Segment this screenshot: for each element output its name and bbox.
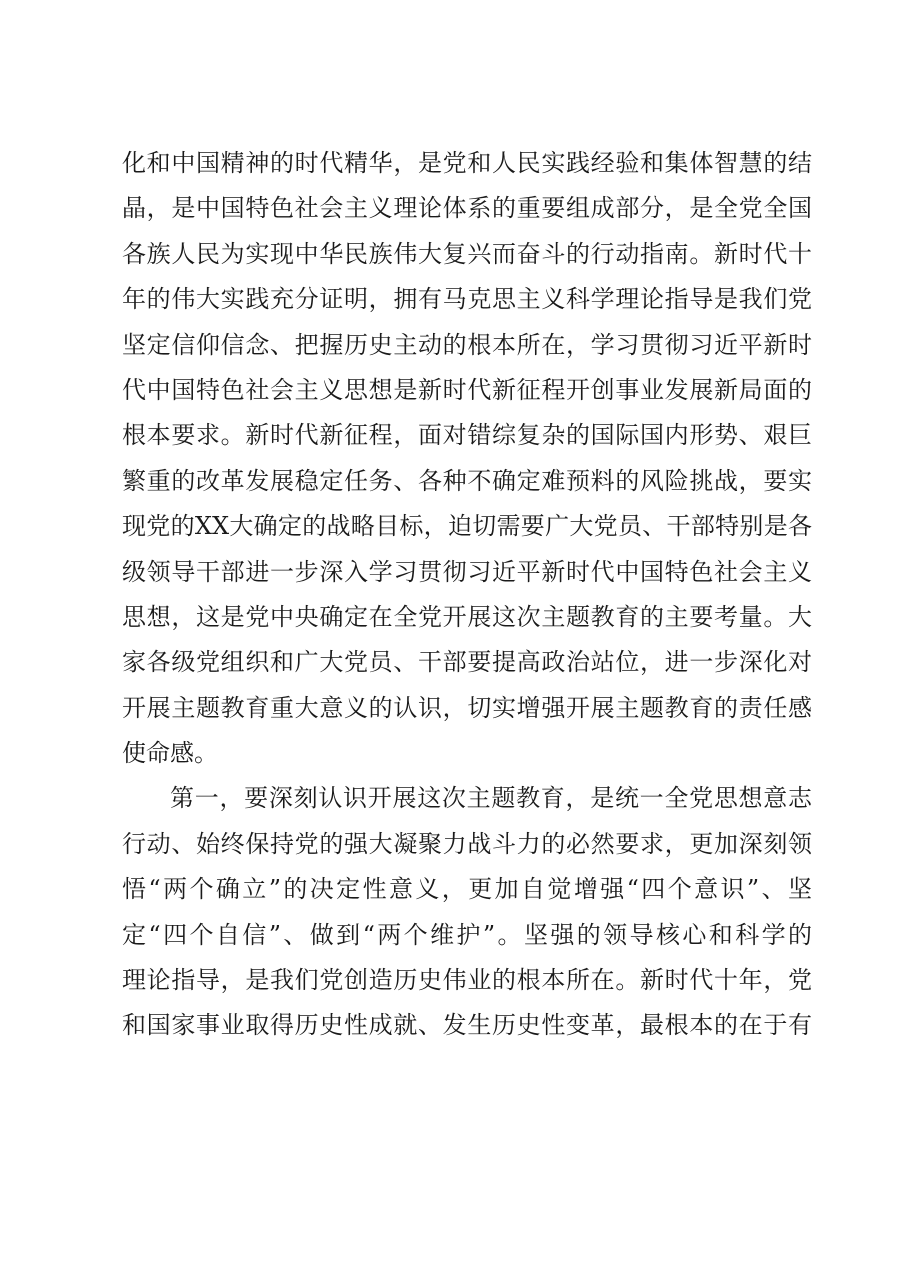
text-line: 和国家事业取得历史性成就、发生历史性变革，最根本的在于有: [122, 1011, 812, 1040]
text-line: 坚定信仰信念、把握历史主动的根本所在，学习贯彻习近平新时: [122, 330, 812, 359]
text-line: 繁重的改革发展稳定任务、各种不确定难预料的风险挑战，要实: [122, 466, 812, 495]
text-line: 悟“两个确立”的决定性意义，更加自觉增强“四个意识”、坚: [122, 875, 812, 904]
text-line: 化和中国精神的时代精华，是党和人民实践经验和集体智慧的结: [122, 149, 812, 177]
text-line: 根本要求。新时代新征程，面对错综复杂的国际国内形势、艰巨: [122, 421, 812, 450]
text-line: 代中国特色社会主义思想是新时代新征程开创事业发展新局面的: [122, 375, 812, 404]
text-line: 开展主题教育重大意义的认识，切实增强开展主题教育的责任感: [122, 693, 812, 722]
text-line: 晶，是中国特色社会主义理论体系的重要组成部分，是全党全国: [122, 194, 812, 223]
text-line: 理论指导，是我们党创造历史伟业的根本所在。新时代十年，党: [122, 966, 812, 995]
text-line: 定“四个自信”、做到“两个维护”。坚强的领导核心和科学的: [122, 920, 812, 949]
body-text: [122, 141, 812, 1049]
text-line: 思想，这是党中央确定在全党开展这次主题教育的主要考量。大: [122, 602, 812, 631]
paragraph-first-line: 第一，要深刻认识开展这次主题教育，是统一全党思想意志: [170, 784, 812, 813]
text-line: 家各级党组织和广大党员、干部要提高政治站位，进一步深化对: [122, 648, 812, 677]
text-line: 各族人民为实现中华民族伟大复兴而奋斗的行动指南。新时代十: [122, 239, 812, 268]
text-line: 级领导干部进一步深入学习贯彻习近平新时代中国特色社会主义: [122, 557, 812, 586]
text-line: 现党的XX大确定的战略目标，迫切需要广大党员、干部特别是各: [122, 512, 812, 541]
paragraph-end-line: 使命感。: [122, 739, 218, 768]
text-line: 行动、始终保持党的强大凝聚力战斗力的必然要求，更加深刻领: [122, 829, 812, 858]
text-line: 年的伟大实践充分证明，拥有马克思主义科学理论指导是我们党: [122, 285, 812, 314]
